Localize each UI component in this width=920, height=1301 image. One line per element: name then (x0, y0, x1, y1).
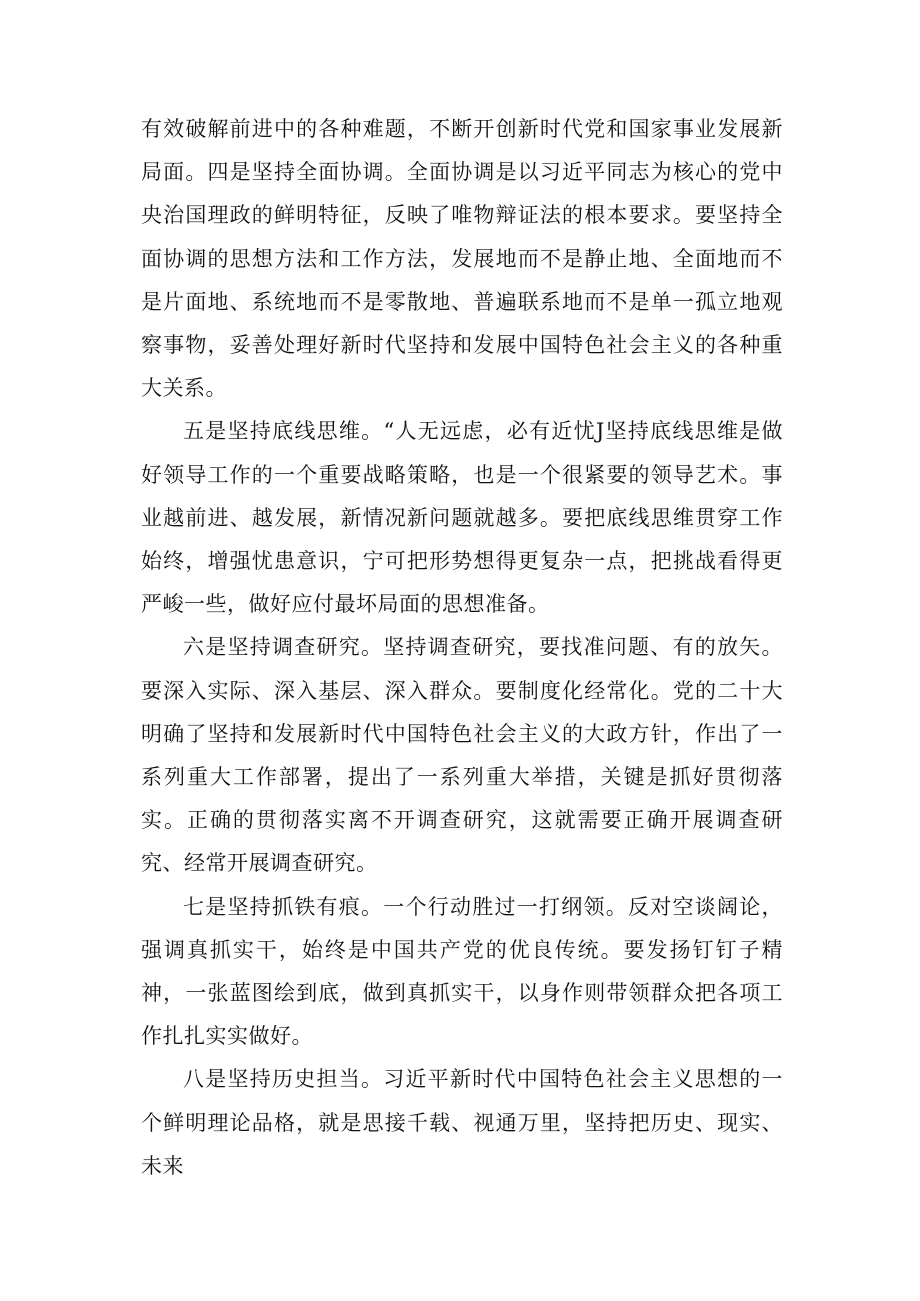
paragraph-iron-marks: 七是坚持抓铁有痕。一个行动胜过一打纲领。反对空谈阔论，强调真抓实干，始终是中国共产党的优良传统。要发扬钉钉子精神，一张蓝图绘到底，做到真抓实干，以身作则带领群众把各项工作扎扎实实做好。 (141, 894, 783, 1049)
paragraph-bottom-line-thinking: 五是坚持底线思维。“人无远虑，必有近忧J坚持底线思维是做好领导工作的一个重要战略策略，也是一个很紧要的领导艺术。事业越前进、越发展，新情况新问题就越多。要把底线思维贯穿工作始终，增强忧患意识，宁可把形势想得更复杂一点，把挑战看得更严峻一些，做好应付最坏局面的思想准备。 (141, 419, 783, 617)
paragraph-investigation-research: 六是坚持调查研究。坚持调查研究，要找准问题、有的放矢。要深入实际、深入基层、深入群众。要制度化经常化。党的二十大明确了坚持和发展新时代中国特色社会主义的大政方针，作出了一系列重大工作部署，提出了一系列重大举措，关键是抓好贯彻落实。正确的贯彻落实离不开调查研究，这就需要正确开展调查研究、经常开展调查研究。 (141, 635, 783, 876)
paragraph-historical-responsibility: 八是坚持历史担当。习近平新时代中国特色社会主义思想的一个鲜明理论品格，就是思接千载、视通万里，坚持把历史、现实、未来 (141, 1067, 783, 1178)
paragraph-continuation: 有效破解前进中的各种难题，不断开创新时代党和国家事业发展新局面。四是坚持全面协调。全面协调是以习近平同志为核心的党中央治国理政的鲜明特征，反映了唯物辩证法的根本要求。要坚持全面协调的思想方法和工作方法，发展地而不是静止地、全面地而不是片面地、系统地而不是零散地、普遍联系地而不是单一孤立地观察事物，妥善处理好新时代坚持和发展中国特色社会主义的各种重大关系。 (141, 117, 783, 401)
document-body (141, 108, 783, 1188)
